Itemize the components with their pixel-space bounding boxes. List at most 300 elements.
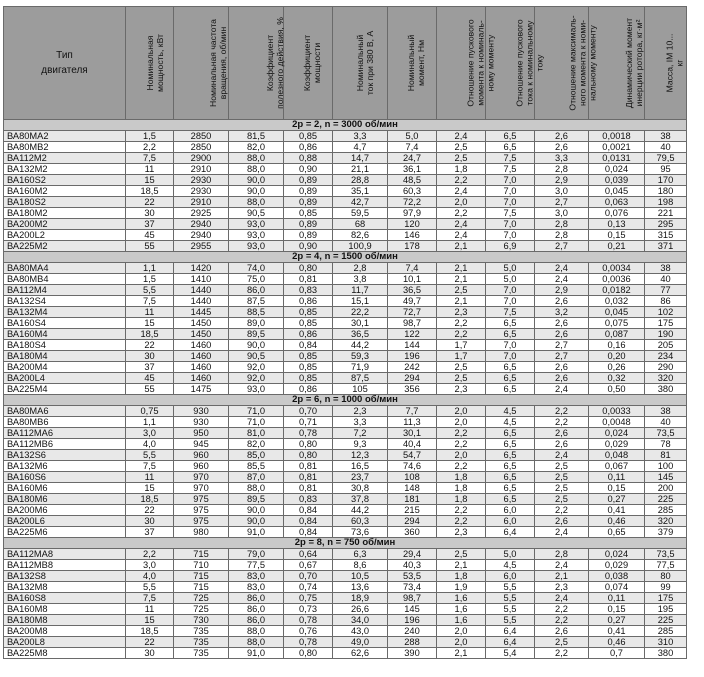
value-cell: 90,0 <box>229 505 284 516</box>
value-cell: 2,2 <box>437 208 486 219</box>
value-cell: 15 <box>126 318 174 329</box>
value-cell: 6,0 <box>486 505 535 516</box>
value-cell: 45 <box>126 230 174 241</box>
value-cell: 6,5 <box>486 362 535 373</box>
value-cell: 36,5 <box>333 329 388 340</box>
value-cell: 7,5 <box>486 164 535 175</box>
value-cell: 0,76 <box>284 626 333 637</box>
value-cell: 0,83 <box>284 285 333 296</box>
value-cell: 196 <box>388 615 437 626</box>
header-cell <box>388 7 437 120</box>
value-cell: 195 <box>645 604 687 615</box>
value-cell: 90,0 <box>229 186 284 197</box>
header-label-line: инерции ротора, кг·м² <box>634 19 645 107</box>
value-cell: 975 <box>174 505 229 516</box>
value-cell: 73,6 <box>333 527 388 538</box>
value-cell: 200 <box>645 483 687 494</box>
value-cell: 294 <box>388 373 437 384</box>
value-cell: 5,5 <box>486 582 535 593</box>
value-cell: 86,0 <box>229 604 284 615</box>
value-cell: 53,5 <box>388 571 437 582</box>
header-type-sublabel: двигателя <box>41 65 88 76</box>
value-cell: 99 <box>645 582 687 593</box>
value-cell: 1420 <box>174 263 229 274</box>
header-label-line: нальному моменту <box>587 25 598 101</box>
value-cell: 2,2 <box>535 648 589 659</box>
value-cell: 88,0 <box>229 164 284 175</box>
group-row <box>4 395 687 406</box>
header-label-line: тока к номинальному <box>524 20 535 106</box>
value-cell: 15,1 <box>333 296 388 307</box>
value-cell: 2,4 <box>437 219 486 230</box>
motor-type-cell: ВА225М6 <box>4 527 126 538</box>
value-cell: 15 <box>126 615 174 626</box>
value-cell: 2,9 <box>535 175 589 186</box>
value-cell: 0,78 <box>284 428 333 439</box>
value-cell: 3,3 <box>333 131 388 142</box>
value-cell: 7,2 <box>333 428 388 439</box>
value-cell: 0,90 <box>284 164 333 175</box>
value-cell: 0,89 <box>284 186 333 197</box>
value-cell: 0,15 <box>589 230 645 241</box>
value-cell: 30 <box>126 351 174 362</box>
motor-type-cell: ВА80МВ6 <box>4 417 126 428</box>
table-row <box>4 274 687 285</box>
value-cell: 0,41 <box>589 626 645 637</box>
value-cell: 6,9 <box>486 241 535 252</box>
value-cell: 196 <box>388 351 437 362</box>
value-cell: 0,80 <box>284 648 333 659</box>
value-cell: 90,0 <box>229 340 284 351</box>
value-cell: 2,2 <box>437 175 486 186</box>
value-cell: 285 <box>645 505 687 516</box>
header-label <box>664 34 684 93</box>
value-cell: 22 <box>126 505 174 516</box>
value-cell: 87,5 <box>229 296 284 307</box>
value-cell: 725 <box>174 593 229 604</box>
value-cell: 40,3 <box>388 560 437 571</box>
motor-type-cell: ВА132М6 <box>4 461 126 472</box>
header-label-line: мощности <box>312 42 323 84</box>
value-cell: 2,7 <box>535 351 589 362</box>
value-cell: 2,1 <box>437 560 486 571</box>
value-cell: 0,89 <box>284 197 333 208</box>
table-row <box>4 296 687 307</box>
value-cell: 0,84 <box>284 516 333 527</box>
value-cell: 79,0 <box>229 549 284 560</box>
motor-spec-sheet <box>3 6 685 659</box>
value-cell: 205 <box>645 340 687 351</box>
header-cell <box>126 7 174 120</box>
value-cell: 2,5 <box>437 373 486 384</box>
value-cell: 26,6 <box>333 604 388 615</box>
table-row <box>4 131 687 142</box>
value-cell: 0,85 <box>284 307 333 318</box>
value-cell: 0,0048 <box>589 417 645 428</box>
value-cell: 1,7 <box>437 351 486 362</box>
value-cell: 37 <box>126 219 174 230</box>
motor-type-cell: ВА132М4 <box>4 307 126 318</box>
value-cell: 85,0 <box>229 450 284 461</box>
value-cell: 180 <box>645 186 687 197</box>
group-title: 2р = 4, n = 1500 об/мин <box>4 252 687 263</box>
value-cell: 0,27 <box>589 615 645 626</box>
value-cell: 1,8 <box>437 472 486 483</box>
value-cell: 11 <box>126 307 174 318</box>
value-cell: 0,89 <box>284 219 333 230</box>
value-cell: 40 <box>645 142 687 153</box>
value-cell: 2,0 <box>437 197 486 208</box>
value-cell: 0,41 <box>589 505 645 516</box>
motor-type-cell: ВА112М2 <box>4 153 126 164</box>
value-cell: 15 <box>126 175 174 186</box>
value-cell: 54,7 <box>388 450 437 461</box>
value-cell: 2,3 <box>535 582 589 593</box>
value-cell: 2910 <box>174 164 229 175</box>
header-label-line: Номинальный <box>406 34 417 92</box>
table-row <box>4 461 687 472</box>
value-cell: 0,64 <box>284 549 333 560</box>
motor-type-cell: ВА80МА6 <box>4 406 126 417</box>
value-cell: 10,1 <box>388 274 437 285</box>
header-label-line: полезного действия, % <box>274 17 285 109</box>
value-cell: 0,067 <box>589 461 645 472</box>
value-cell: 0,83 <box>284 494 333 505</box>
value-cell: 0,32 <box>589 373 645 384</box>
value-cell: 0,65 <box>589 527 645 538</box>
value-cell: 0,70 <box>284 406 333 417</box>
value-cell: 2,2 <box>126 142 174 153</box>
header-cell <box>437 7 496 120</box>
value-cell: 55 <box>126 384 174 395</box>
value-cell: 2,6 <box>535 318 589 329</box>
value-cell: 0,024 <box>589 428 645 439</box>
value-cell: 93,0 <box>229 241 284 252</box>
value-cell: 88,5 <box>229 307 284 318</box>
value-cell: 0,0034 <box>589 263 645 274</box>
table-row <box>4 615 687 626</box>
value-cell: 40 <box>645 417 687 428</box>
table-row <box>4 307 687 318</box>
value-cell: 0,074 <box>589 582 645 593</box>
value-cell: 4,0 <box>126 439 174 450</box>
value-cell: 2,5 <box>437 142 486 153</box>
table-row <box>4 483 687 494</box>
value-cell: 7,0 <box>486 340 535 351</box>
value-cell: 35,1 <box>333 186 388 197</box>
header-label <box>406 35 426 91</box>
value-cell: 2,2 <box>126 549 174 560</box>
value-cell: 2,2 <box>535 417 589 428</box>
value-cell: 1,8 <box>437 494 486 505</box>
header-label-line: Номинальная <box>144 35 155 91</box>
table-row <box>4 285 687 296</box>
value-cell: 6,0 <box>486 516 535 527</box>
value-cell: 0,087 <box>589 329 645 340</box>
value-cell: 2,6 <box>535 131 589 142</box>
value-cell: 7,5 <box>126 461 174 472</box>
table-row <box>4 219 687 230</box>
value-cell: 2,4 <box>535 593 589 604</box>
value-cell: 7,0 <box>486 351 535 362</box>
value-cell: 0,80 <box>284 439 333 450</box>
header-label-line: Отношение пускового <box>465 19 476 107</box>
table-row <box>4 472 687 483</box>
value-cell: 5,5 <box>486 604 535 615</box>
value-cell: 48,5 <box>388 175 437 186</box>
value-cell: 0,024 <box>589 164 645 175</box>
value-cell: 0,26 <box>589 362 645 373</box>
table-row <box>4 329 687 340</box>
value-cell: 3,3 <box>535 153 589 164</box>
motor-type-cell: ВА112МА6 <box>4 428 126 439</box>
table-row <box>4 362 687 373</box>
value-cell: 0,045 <box>589 307 645 318</box>
value-cell: 21,1 <box>333 164 388 175</box>
value-cell: 2940 <box>174 219 229 230</box>
value-cell: 2940 <box>174 230 229 241</box>
header-label-line: току <box>534 54 545 72</box>
value-cell: 2,2 <box>437 439 486 450</box>
value-cell: 0,80 <box>284 450 333 461</box>
value-cell: 88,0 <box>229 483 284 494</box>
table-row <box>4 373 687 384</box>
value-cell: 18,5 <box>126 494 174 505</box>
value-cell: 40,4 <box>388 439 437 450</box>
table-row <box>4 560 687 571</box>
value-cell: 7,0 <box>486 296 535 307</box>
value-cell: 288 <box>388 637 437 648</box>
value-cell: 2925 <box>174 208 229 219</box>
value-cell: 2,1 <box>437 648 486 659</box>
group-row <box>4 252 687 263</box>
value-cell: 90,5 <box>229 208 284 219</box>
value-cell: 4,0 <box>126 571 174 582</box>
table-body <box>4 120 687 659</box>
value-cell: 23,7 <box>333 472 388 483</box>
header-label <box>355 31 375 95</box>
value-cell: 2,8 <box>333 263 388 274</box>
value-cell: 0,045 <box>589 186 645 197</box>
value-cell: 715 <box>174 571 229 582</box>
motor-type-cell: ВА225М8 <box>4 648 126 659</box>
value-cell: 100 <box>645 461 687 472</box>
value-cell: 144 <box>388 340 437 351</box>
value-cell: 11,3 <box>388 417 437 428</box>
value-cell: 6,5 <box>486 329 535 340</box>
value-cell: 1440 <box>174 285 229 296</box>
value-cell: 49,7 <box>388 296 437 307</box>
header-type-label: Тип <box>56 50 73 61</box>
table-row <box>4 516 687 527</box>
header-cell <box>229 7 284 120</box>
value-cell: 7,7 <box>388 406 437 417</box>
value-cell: 89,0 <box>229 318 284 329</box>
value-cell: 1460 <box>174 340 229 351</box>
value-cell: 2,8 <box>535 164 589 175</box>
value-cell: 2,4 <box>535 274 589 285</box>
value-cell: 2,2 <box>535 604 589 615</box>
value-cell: 0,71 <box>284 417 333 428</box>
group-title: 2р = 2, n = 3000 об/мин <box>4 120 687 131</box>
value-cell: 2,7 <box>535 241 589 252</box>
header-label-line: Отношение максималь- <box>567 15 578 111</box>
value-cell: 7,0 <box>486 175 535 186</box>
value-cell: 6,5 <box>486 318 535 329</box>
value-cell: 7,0 <box>486 285 535 296</box>
value-cell: 0,20 <box>589 351 645 362</box>
value-cell: 0,75 <box>284 593 333 604</box>
value-cell: 93,0 <box>229 384 284 395</box>
value-cell: 2,1 <box>437 263 486 274</box>
value-cell: 2,0 <box>437 637 486 648</box>
value-cell: 1460 <box>174 351 229 362</box>
value-cell: 87,5 <box>333 373 388 384</box>
value-cell: 360 <box>388 527 437 538</box>
value-cell: 10,5 <box>333 571 388 582</box>
value-cell: 42,7 <box>333 197 388 208</box>
value-cell: 240 <box>388 626 437 637</box>
header-label <box>208 19 228 107</box>
value-cell: 92,0 <box>229 373 284 384</box>
value-cell: 12,3 <box>333 450 388 461</box>
value-cell: 380 <box>645 384 687 395</box>
value-cell: 0,13 <box>589 219 645 230</box>
value-cell: 95 <box>645 164 687 175</box>
value-cell: 122 <box>388 329 437 340</box>
value-cell: 5,4 <box>486 648 535 659</box>
value-cell: 86,0 <box>229 593 284 604</box>
value-cell: 89,5 <box>229 329 284 340</box>
value-cell: 0,024 <box>589 549 645 560</box>
value-cell: 2,5 <box>437 285 486 296</box>
motor-type-cell: ВА180М6 <box>4 494 126 505</box>
value-cell: 6,5 <box>486 483 535 494</box>
value-cell: 7,5 <box>126 593 174 604</box>
value-cell: 7,5 <box>126 153 174 164</box>
value-cell: 0,86 <box>284 384 333 395</box>
value-cell: 18,5 <box>126 329 174 340</box>
value-cell: 0,86 <box>284 329 333 340</box>
value-cell: 6,5 <box>486 373 535 384</box>
value-cell: 88,0 <box>229 153 284 164</box>
table-row <box>4 318 687 329</box>
header-label <box>265 17 285 109</box>
value-cell: 0,21 <box>589 241 645 252</box>
value-cell: 0,46 <box>589 516 645 527</box>
value-cell: 79,5 <box>645 153 687 164</box>
value-cell: 88,0 <box>229 197 284 208</box>
value-cell: 356 <box>388 384 437 395</box>
value-cell: 5,5 <box>126 582 174 593</box>
value-cell: 945 <box>174 439 229 450</box>
value-cell: 2,6 <box>535 362 589 373</box>
value-cell: 175 <box>645 318 687 329</box>
value-cell: 102 <box>645 307 687 318</box>
motor-type-cell: ВА132S8 <box>4 571 126 582</box>
value-cell: 0,7 <box>589 648 645 659</box>
value-cell: 75,0 <box>229 274 284 285</box>
motor-type-cell: ВА80МА2 <box>4 131 126 142</box>
value-cell: 980 <box>174 527 229 538</box>
group-row <box>4 538 687 549</box>
value-cell: 72,7 <box>388 307 437 318</box>
header-label-line: ному моменту <box>485 34 496 92</box>
value-cell: 2930 <box>174 186 229 197</box>
header-label <box>466 19 496 106</box>
motor-type-cell: ВА200L6 <box>4 516 126 527</box>
value-cell: 4,5 <box>486 417 535 428</box>
value-cell: 930 <box>174 406 229 417</box>
motor-type-cell: ВА180М2 <box>4 208 126 219</box>
value-cell: 6,5 <box>486 472 535 483</box>
motor-type-cell: ВА160S2 <box>4 175 126 186</box>
value-cell: 234 <box>645 351 687 362</box>
value-cell: 0,0036 <box>589 274 645 285</box>
value-cell: 6,5 <box>486 461 535 472</box>
value-cell: 83,0 <box>229 582 284 593</box>
value-cell: 0,78 <box>284 637 333 648</box>
value-cell: 91,0 <box>229 648 284 659</box>
value-cell: 2,2 <box>535 406 589 417</box>
value-cell: 2,5 <box>437 362 486 373</box>
group-title: 2р = 8, n = 750 об/мин <box>4 538 687 549</box>
value-cell: 77,5 <box>229 560 284 571</box>
value-cell: 1,6 <box>437 604 486 615</box>
motor-type-cell: ВА200L2 <box>4 230 126 241</box>
value-cell: 290 <box>645 362 687 373</box>
value-cell: 1,7 <box>437 340 486 351</box>
value-cell: 83,0 <box>229 571 284 582</box>
value-cell: 97,9 <box>388 208 437 219</box>
value-cell: 89,5 <box>229 494 284 505</box>
value-cell: 120 <box>388 219 437 230</box>
motor-type-cell: ВА180S4 <box>4 340 126 351</box>
value-cell: 82,6 <box>333 230 388 241</box>
value-cell: 55 <box>126 241 174 252</box>
value-cell: 81,0 <box>229 428 284 439</box>
value-cell: 88,0 <box>229 637 284 648</box>
value-cell: 37,8 <box>333 494 388 505</box>
value-cell: 45 <box>126 373 174 384</box>
value-cell: 2,4 <box>535 263 589 274</box>
value-cell: 2,1 <box>437 241 486 252</box>
value-cell: 0,063 <box>589 197 645 208</box>
value-cell: 930 <box>174 417 229 428</box>
value-cell: 2,8 <box>535 549 589 560</box>
value-cell: 1460 <box>174 362 229 373</box>
value-cell: 28,8 <box>333 175 388 186</box>
value-cell: 22 <box>126 637 174 648</box>
value-cell: 30 <box>126 648 174 659</box>
value-cell: 975 <box>174 516 229 527</box>
header-label <box>302 35 322 91</box>
value-cell: 22 <box>126 340 174 351</box>
value-cell: 0,0033 <box>589 406 645 417</box>
value-cell: 0,16 <box>589 340 645 351</box>
value-cell: 82,0 <box>229 142 284 153</box>
value-cell: 2,0 <box>437 406 486 417</box>
value-cell: 18,9 <box>333 593 388 604</box>
value-cell: 74,6 <box>388 461 437 472</box>
value-cell: 2,6 <box>535 296 589 307</box>
motor-spec-table <box>3 6 687 659</box>
value-cell: 1,6 <box>437 615 486 626</box>
value-cell: 0,81 <box>284 483 333 494</box>
motor-type-cell: ВА132S4 <box>4 296 126 307</box>
value-cell: 320 <box>645 516 687 527</box>
value-cell: 0,048 <box>589 450 645 461</box>
